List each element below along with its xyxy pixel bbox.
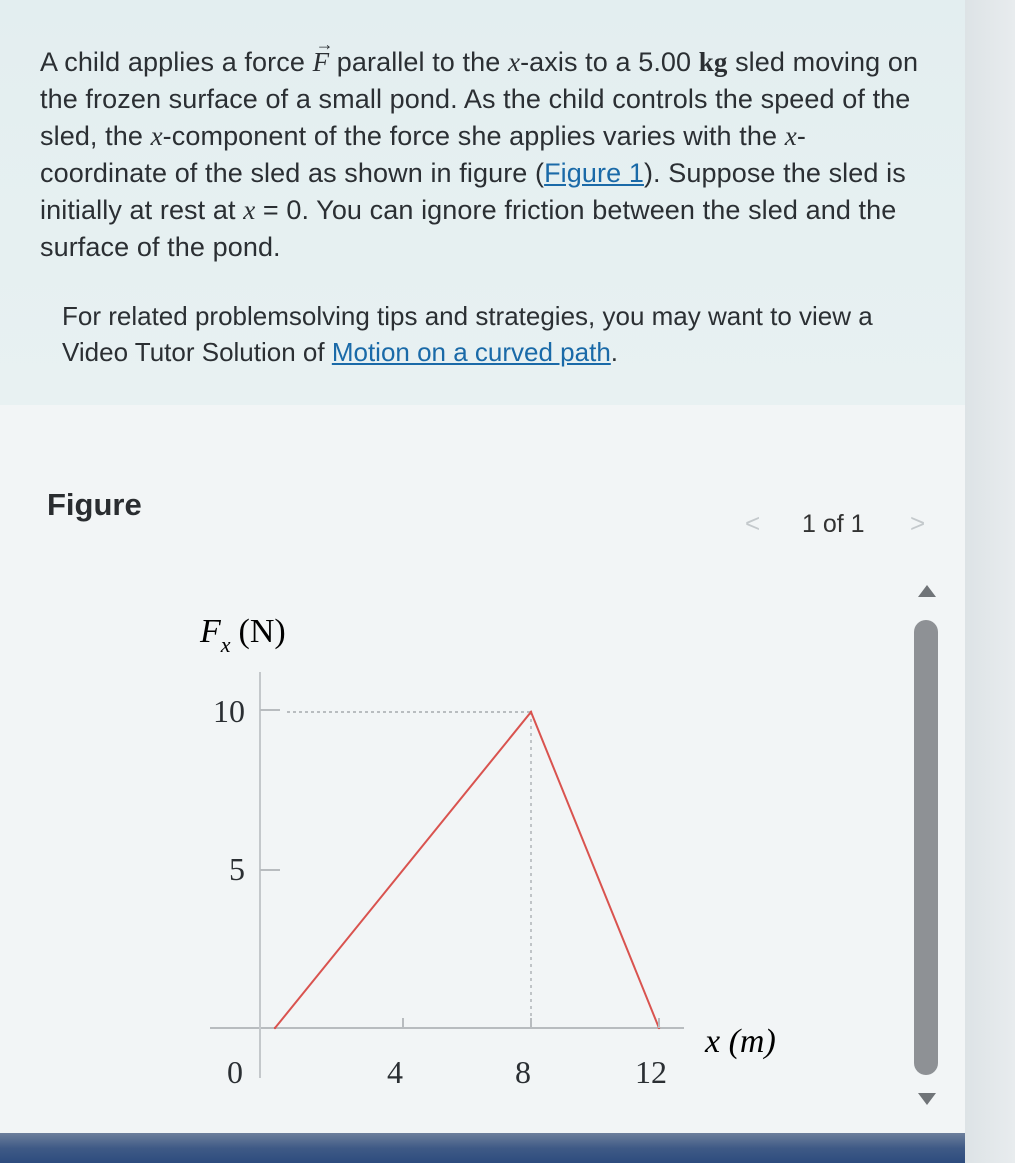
x-axis-label: x (m)	[705, 1023, 776, 1060]
series-line-0	[275, 712, 659, 1028]
bottom-toolbar	[0, 1133, 965, 1163]
problem-statement: A child applies a force → F parallel to the x-axis to a 5.00 kg sled moving on the frozen surface of a small pond. As the child controls the speed of the sled, the x-component of the force she applies varies with the x-coordinate of the sled as shown in figure (Figure 1). Suppose the sled is initially at rest at x = 0. You can ignore friction between the sled and the surface of the pond.	[40, 44, 920, 266]
tips-text: For related problemsolving tips and strategies, you may want to view a Video Tutor Solution of Motion on a curved path.	[62, 301, 873, 367]
scroll-down-arrow-icon[interactable]	[918, 1093, 936, 1105]
y-tick-label-5: 5	[229, 851, 245, 887]
y-axis-label: $F_x$ (N)	[200, 613, 286, 657]
scroll-thumb[interactable]	[914, 620, 938, 1075]
figure-scrollbar[interactable]	[908, 585, 948, 1125]
problem-panel	[0, 0, 965, 405]
next-figure-button[interactable]: >	[910, 508, 926, 538]
figure-pager	[745, 508, 935, 548]
y-tick-label-10: 10	[213, 693, 245, 729]
x-tick-label-0: 0	[227, 1054, 243, 1090]
figure-1-link[interactable]: Figure 1	[544, 158, 644, 188]
scroll-up-arrow-icon[interactable]	[918, 585, 936, 597]
data-point-1	[530, 711, 532, 713]
x-tick-label-4: 4	[387, 1054, 403, 1090]
force-position-chart	[170, 590, 820, 1110]
x-tick-label-8: 8	[515, 1054, 531, 1090]
previous-figure-button[interactable]: <	[745, 508, 761, 538]
chart-series	[274, 711, 660, 1029]
force-vector-symbol: → F	[313, 47, 330, 77]
screen-edge	[965, 0, 1015, 1163]
chart-ticks	[213, 693, 667, 1090]
figure-count: 1 of 1	[802, 510, 865, 538]
data-point-0	[274, 1027, 276, 1029]
x-tick-label-12: 12	[635, 1054, 667, 1090]
figure-heading: Figure	[47, 487, 142, 522]
video-tutor-link[interactable]: Motion on a curved path	[331, 337, 611, 367]
chart-axes	[210, 672, 684, 1078]
chart-guide-lines	[287, 712, 531, 1028]
